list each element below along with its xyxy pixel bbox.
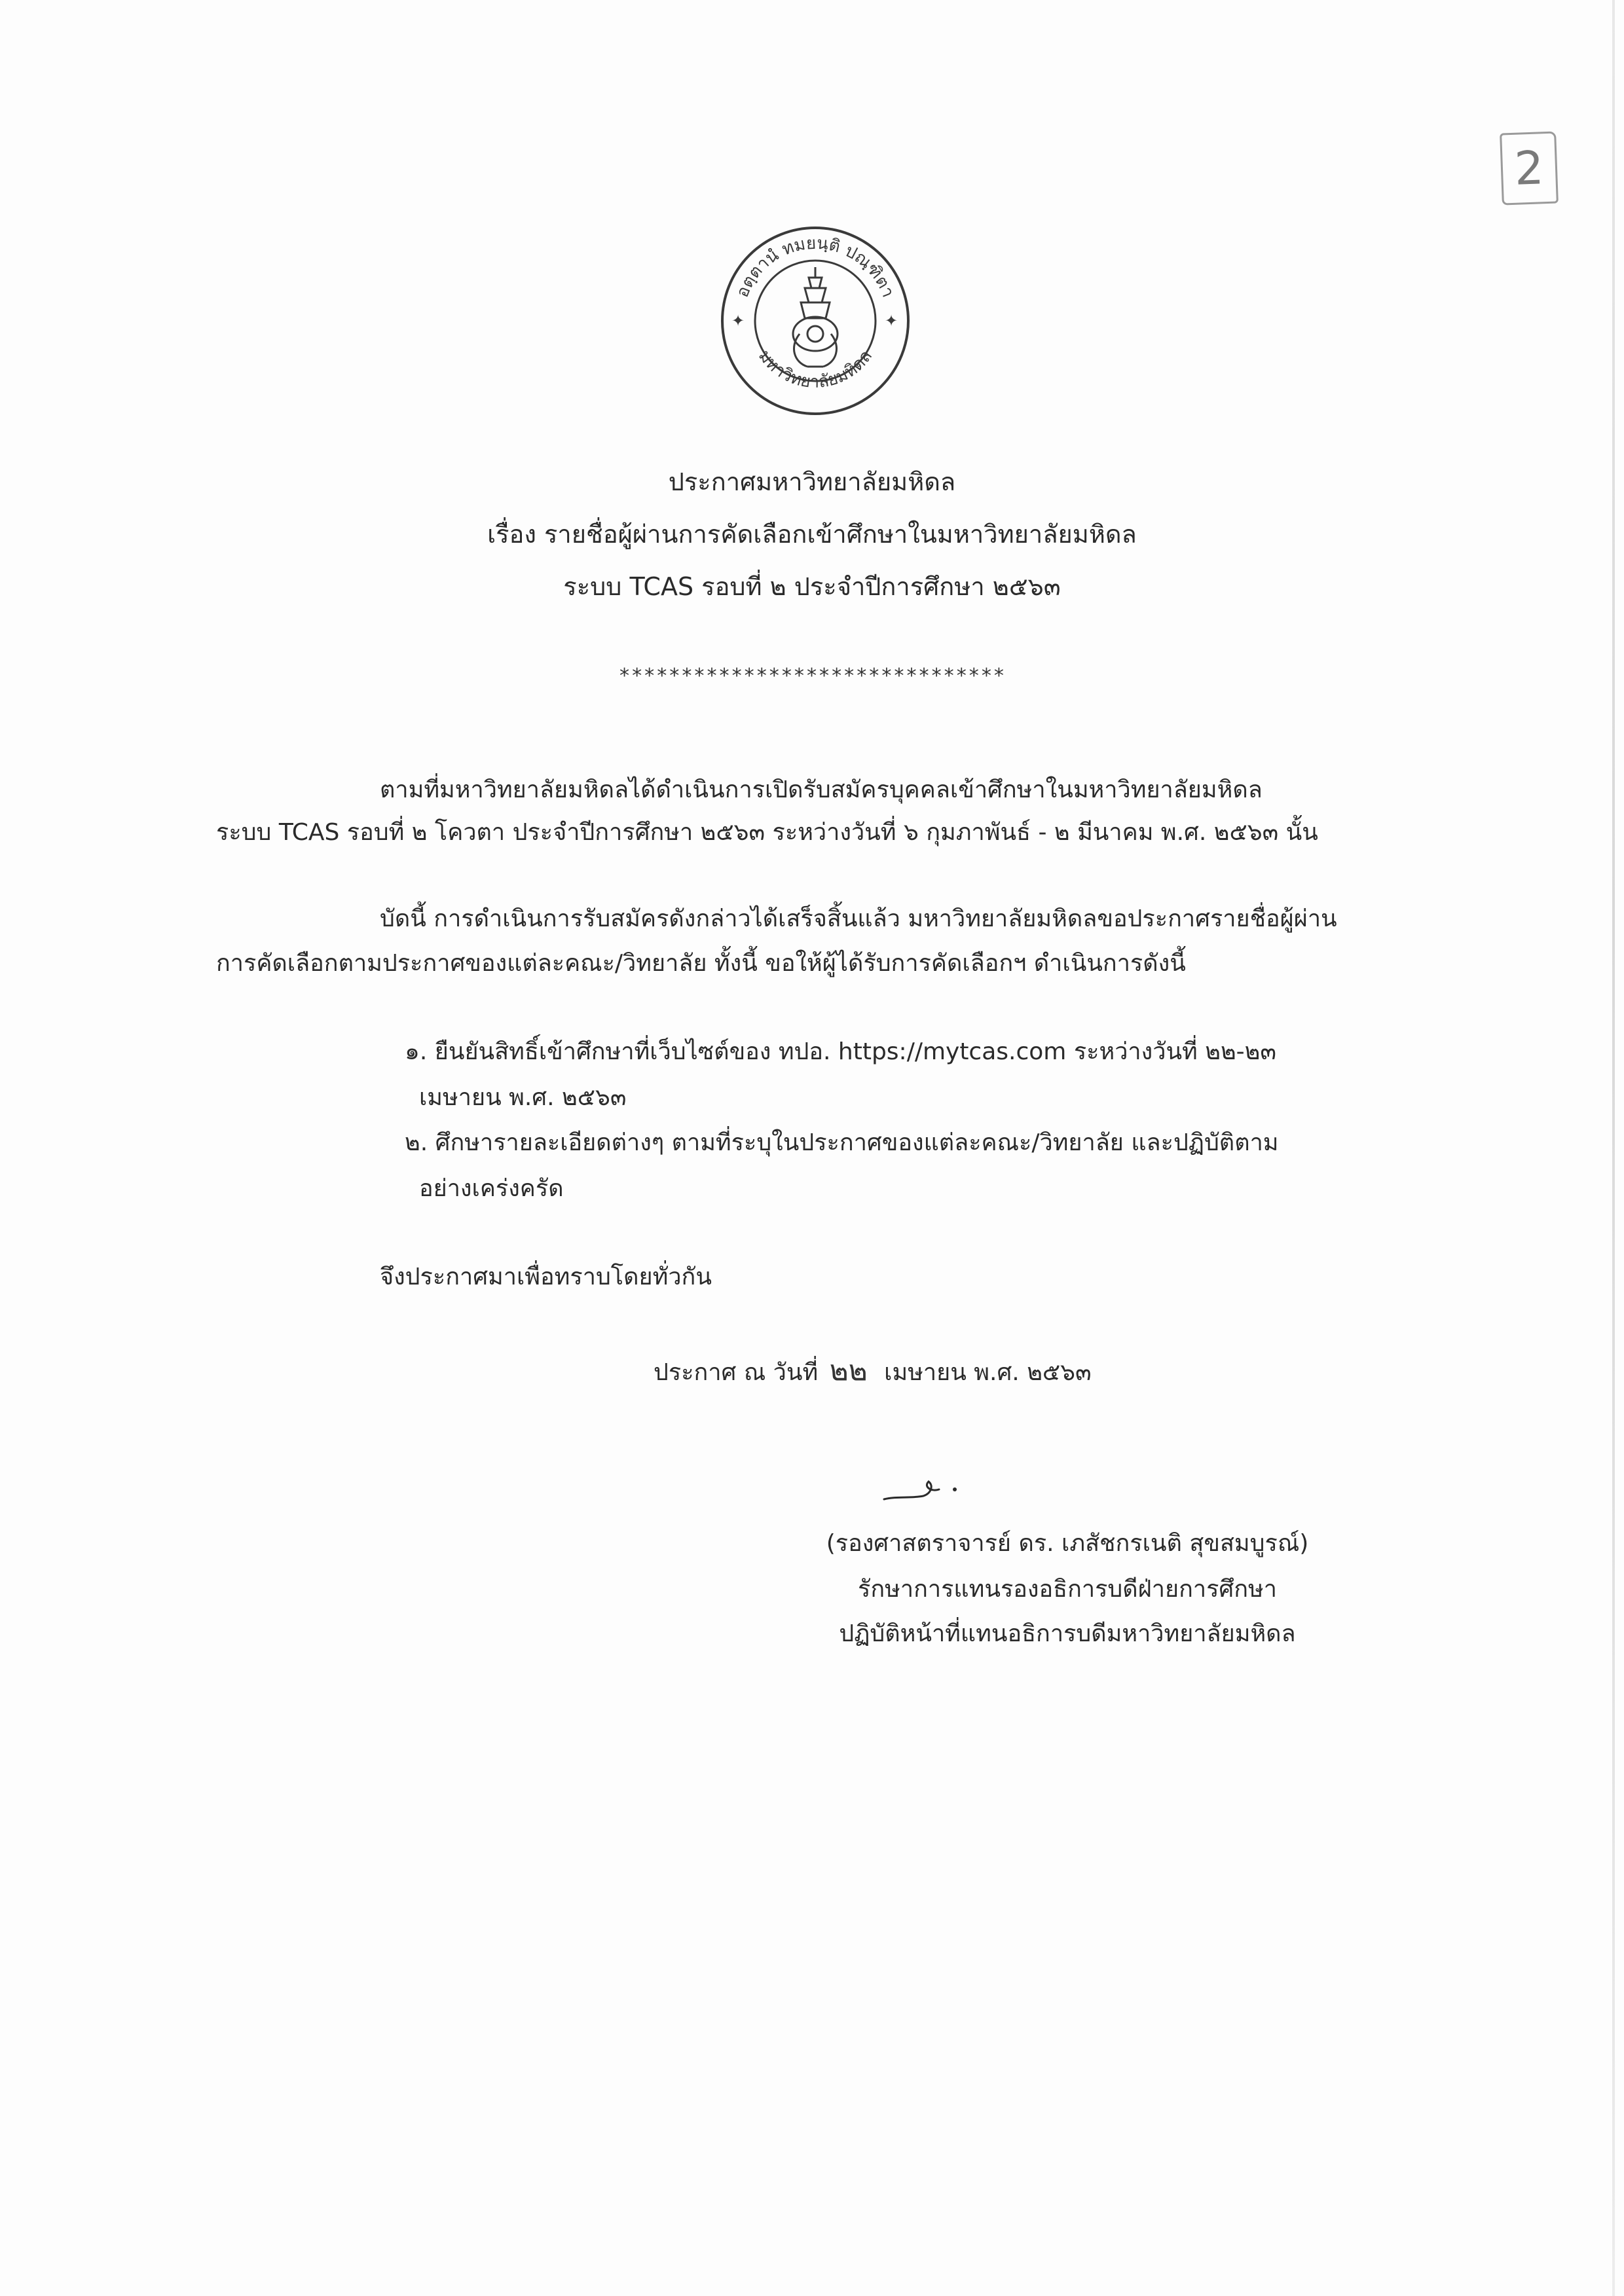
separator-stars: *******************************	[618, 665, 1006, 687]
svg-text:✦: ✦	[885, 312, 898, 330]
page-number-handwritten: 2	[1500, 132, 1559, 206]
signature-mark	[871, 1470, 976, 1509]
header-line-1: ประกาศมหาวิทยาลัยมหิดล	[668, 467, 956, 496]
date-day-handwritten: ๒๒	[829, 1354, 868, 1387]
list-item-1-line2: เมษายน พ.ศ. ๒๕๖๓	[419, 1084, 627, 1111]
date-suffix: เมษายน พ.ศ. ๒๕๖๓	[884, 1359, 1092, 1386]
date-prefix: ประกาศ ณ วันที่	[654, 1359, 819, 1386]
signatory-position-1-wrap	[812, 1570, 1323, 1609]
svg-text:อตฺตานํ ทมยนฺติ ปณฺฑิตา	[733, 234, 898, 301]
date-line	[654, 1352, 1092, 1392]
seal-name: มหาวิทยาลัยมหิดล	[754, 346, 877, 392]
closing-statement: จึงประกาศมาเพื่อทราบโดยทั่วกัน	[380, 1264, 712, 1290]
list-item-2-line2: อย่างเคร่งครัด	[419, 1175, 564, 1202]
header-line-3-wrap	[0, 567, 1624, 606]
signatory-name-wrap	[812, 1524, 1323, 1563]
university-seal-icon	[717, 223, 913, 419]
para1-line1: ตามที่มหาวิทยาลัยมหิดลได้ดำเนินการเปิดรับสมัครบุคคลเข้าศึกษาในมหาวิทยาลัยมหิดล	[380, 776, 1263, 803]
header-line-3: ระบบ TCAS รอบที่ ๒ ประจำปีการศึกษา ๒๕๖๓	[563, 572, 1061, 601]
para2-line2: การคัดเลือกตามประกาศของแต่ละคณะ/วิทยาลัย ทั้งนี้ ขอให้ผู้ได้รับการคัดเลือกฯ ดำเนินการดังนี้	[216, 950, 1186, 977]
header-line-2-wrap	[0, 515, 1624, 554]
scan-edge-shadow	[1612, 0, 1615, 2296]
svg-text:✦: ✦	[731, 312, 745, 330]
signatory-position-1: รักษาการแทนรองอธิการบดีฝ่ายการศึกษา	[857, 1576, 1278, 1603]
para1-line2: ระบบ TCAS รอบที่ ๒ โควตา ประจำปีการศึกษา ๒๕๖๓ ระหว่างวันที่ ๖ กุมภาพันธ์ - ๒ มีนาคม พ.ศ. ๒๕๖๓ นั้น	[216, 819, 1318, 846]
announcement-header	[0, 462, 1624, 501]
seal-motto: อตฺตานํ ทมยนฺติ ปณฺฑิตา	[732, 233, 898, 301]
signatory-name: (รองศาสตราจารย์ ดร. เภสัชกรเนติ สุขสมบูรณ์)	[826, 1530, 1309, 1557]
list-item-1-line1: ๑. ยืนยันสิทธิ์เข้าศึกษาที่เว็บไซต์ของ ทปอ. https://mytcas.com ระหว่างวันที่ ๒๒-๒๓	[405, 1038, 1277, 1065]
para2-line1: บัดนี้ การดำเนินการรับสมัครดังกล่าวได้เสร็จสิ้นแล้ว มหาวิทยาลัยมหิดลขอประกาศรายชื่อผู้ผ่าน	[380, 905, 1337, 932]
signatory-position-2: ปฏิบัติหน้าที่แทนอธิการบดีมหาวิทยาลัยมหิดล	[839, 1620, 1296, 1647]
signatory-position-2-wrap	[812, 1614, 1323, 1654]
svg-text:มหาวิทยาลัยมหิดล	[754, 346, 876, 392]
list-item-2-line1: ๒. ศึกษารายละเอียดต่างๆ ตามที่ระบุในประกาศของแต่ละคณะ/วิทยาลัย และปฏิบัติตาม	[405, 1129, 1279, 1156]
header-line-2: เรื่อง รายชื่อผู้ผ่านการคัดเลือกเข้าศึกษาในมหาวิทยาลัยมหิดล	[487, 520, 1137, 549]
